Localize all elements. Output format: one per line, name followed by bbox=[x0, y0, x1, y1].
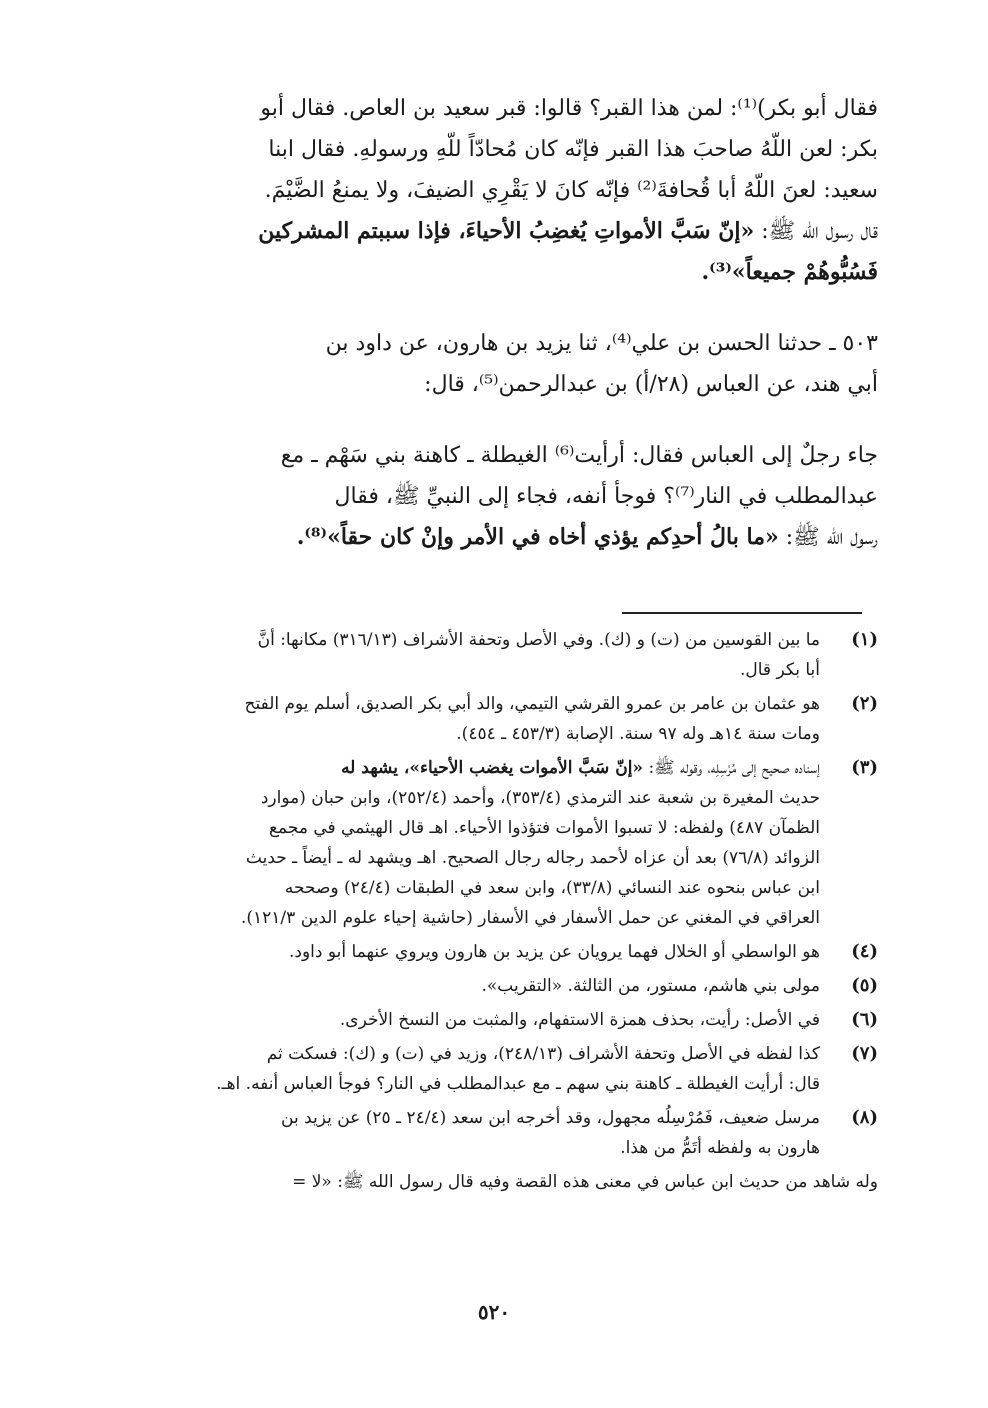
text-span: رسول الله ﷺ: bbox=[778, 525, 878, 550]
footnote-number: (٧) bbox=[851, 1043, 878, 1064]
footnote-line: ما بين القوسين من (ت) و (ك). وفي الأصل وتحفة الأشراف (٣١٦/١٣) مكانها: أنَّ bbox=[257, 630, 820, 650]
page-number: ٥٢٠ bbox=[477, 1300, 511, 1324]
footnote-number: (٨) bbox=[851, 1107, 878, 1128]
footnote-line: العراقي في المغني عن حمل الأسفار في الأسفار (حاشية إحياء علوم الدين ١٢١/٣). bbox=[240, 908, 820, 928]
hadith-quote: «إنّ سَبَّ الأمواتِ يُغضِبُ الأحياءَ، فإذا سببتم المشركين bbox=[258, 218, 755, 244]
footnote-2 bbox=[105, 689, 878, 749]
footnote-4 bbox=[105, 937, 878, 967]
footnote-number: (٦) bbox=[851, 1009, 878, 1030]
text-line: عبدالمطلب في النار⁽⁷⁾؟ فوجأ أنفه، فجاء إلى النبيِّ ﷺ، فقال bbox=[334, 484, 878, 509]
text-span: قال رسول الله ﷺ: bbox=[754, 219, 878, 244]
footnote-line: هارون به ولفظه أتَمُّ من هذا. bbox=[620, 1138, 820, 1158]
footnote-line: حديث المغيرة بن شعبة عند الترمذي (٣٥٣/٤)، وأحمد (٢٥٢/٤)، وابن حبان (موارد bbox=[260, 788, 820, 808]
footnote-1 bbox=[105, 625, 878, 685]
hadith-quote: «إنّ سَبَّ الأموات يغضب الأحياء» bbox=[409, 758, 644, 778]
footnote-5 bbox=[105, 971, 878, 1001]
isnad-line: أبي هند، عن العباس (٢٨/أ) بن عبدالرحمن⁽⁵⁾، قال: bbox=[424, 372, 878, 397]
hadith-quote: «ما بالُ أحدِكم يؤذي أخاه في الأمر وإنْ كان حقاً»⁽⁸⁾. bbox=[296, 524, 779, 550]
footnote-line: ومات سنة ١٤هـ وله ٩٧ سنة. الإصابة (٤٥٣/٣ ـ ٤٥٤). bbox=[456, 724, 820, 744]
footnote-7 bbox=[105, 1039, 878, 1099]
footnote-line: قال: أرأيت الغيطلة ـ كاهنة بني سهم ـ مع عبدالمطلب في النار؟ فوجأ العباس أنفه. اهـ. bbox=[216, 1074, 820, 1094]
footnotes bbox=[105, 625, 878, 1197]
text-line: فقال أبو بكر)⁽¹⁾: لمن هذا القبر؟ قالوا: قبر سعيد بن العاص. فقال أبو bbox=[260, 96, 878, 121]
footnote-number: (٣) bbox=[851, 757, 878, 778]
hadith-quote-end: فَسُبُّوهُمْ جميعاً»⁽³⁾. bbox=[701, 259, 878, 285]
paragraph-1 bbox=[105, 88, 878, 293]
footnote-line bbox=[105, 753, 820, 783]
footnote-line: في الأصل: رأيت، بحذف همزة الاستفهام، والمثبت من النسخ الأخرى. bbox=[339, 1010, 820, 1030]
footnote-line: الظمآن ٤٨٧) ولفظه: لا تسبوا الأموات فتؤذوا الأحياء. اهـ قال الهيثمي في مجمع bbox=[268, 818, 820, 838]
footnote-line: هو عثمان بن عامر بن عمرو القرشي التيمي، والد أبي بكر الصديق، أسلم يوم الفتح bbox=[244, 694, 820, 714]
text-span: إسناده صحيح إلى مُرْسِلِه، وقوله ﷺ: bbox=[643, 758, 820, 778]
footnote-line: أبا بكر قال. bbox=[739, 660, 820, 680]
text-line: بكر: لعن اللّهُ صاحبَ هذا القبر فإنّه كان مُحادّاً للّهِ ورسولهِ. فقال ابنا bbox=[268, 137, 878, 162]
footnote-number: (١) bbox=[851, 629, 878, 650]
footnote-divider bbox=[622, 612, 862, 614]
footnote-line: مولى بني هاشم، مستور، من الثالثة. «التقريب». bbox=[481, 976, 820, 996]
footnote-number: (٥) bbox=[851, 975, 878, 996]
footnote-line: كذا لفظه في الأصل وتحفة الأشراف (٢٤٨/١٣)، وزيد في (ت) و (ك): فسكت ثم bbox=[266, 1044, 820, 1064]
paragraph-2 bbox=[105, 323, 878, 405]
footnote-8 bbox=[105, 1103, 878, 1163]
footnote-continuation: وله شاهد من حديث ابن عباس في معنى هذه القصة وفيه قال رسول الله ﷺ: «لا = bbox=[292, 1172, 878, 1192]
paragraph-3 bbox=[105, 435, 878, 558]
footnote-line: مرسل ضعيف، فَمُرْسِلُه مجهول، وقد أخرجه ابن سعد (٢٤/٤ ـ ٢٥) عن يزيد بن bbox=[281, 1108, 820, 1128]
footnote-number: (٢) bbox=[851, 693, 878, 714]
footnote-line: هو الواسطي أو الخلال فهما يرويان عن يزيد بن هارون ويروي عنهما أبو داود. bbox=[289, 942, 820, 962]
text-line bbox=[105, 211, 878, 252]
text-line bbox=[105, 517, 878, 558]
footnote-line: ابن عباس بنحوه عند النسائي (٣٣/٨)، وابن سعد في الطبقات (٢٤/٤) وصححه bbox=[284, 878, 820, 898]
isnad-line: ٥٠٣ ـ حدثنا الحسن بن علي⁽⁴⁾، ثنا يزيد بن هارون، عن داود بن bbox=[325, 331, 878, 356]
footnote-line: الزوائد (٧٦/٨) بعد أن عزاه لأحمد رجاله رجال الصحيح. اهـ ويشهد له ـ أيضاً ـ حديث bbox=[245, 848, 820, 868]
text-span: ، يشهد له bbox=[341, 758, 410, 778]
footnote-3 bbox=[105, 753, 878, 933]
text-line: سعيد: لعنَ اللّهُ أبا قُحافةَ⁽²⁾ فإنّه كانَ لا يَقْرِي الضيفَ، ولا يمنعُ الضَّيْمَ. bbox=[264, 178, 878, 203]
footnote-number: (٤) bbox=[851, 941, 878, 962]
main-text bbox=[105, 88, 878, 558]
text-line: جاء رجلٌ إلى العباس فقال: أرأيت⁽⁶⁾ الغيطلة ـ كاهنة بني سَهْم ـ مع bbox=[280, 443, 878, 468]
footnote-6 bbox=[105, 1005, 878, 1035]
